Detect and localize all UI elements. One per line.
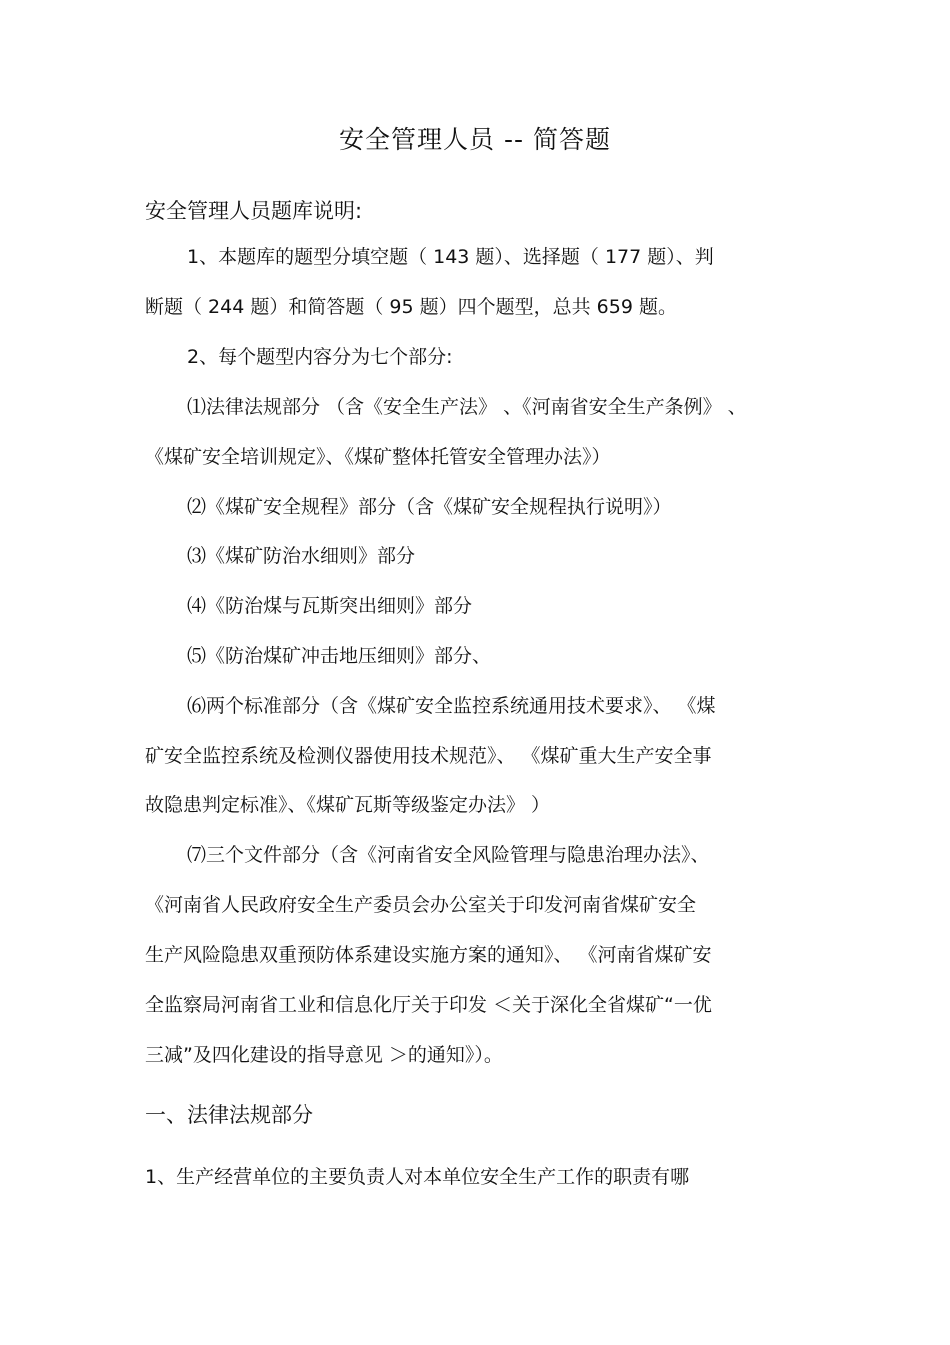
- paragraph-line: ⑹两个标准部分（含《煤矿安全监控系统通用技术要求》、 《煤: [187, 695, 716, 717]
- page-title: 安全管理人员 -- 简答题: [339, 125, 611, 154]
- paragraph-line: ⑷《防治煤与瓦斯突出细则》部分: [187, 595, 473, 617]
- paragraph-line: 2、每个题型内容分为七个部分:: [187, 346, 453, 368]
- paragraph-line: 断题（ 244 题）和简答题（ 95 题）四个题型，总共 659 题。: [145, 296, 677, 318]
- paragraph-line: 《煤矿安全培训规定》、《煤矿整体托管安全管理办法》）: [145, 446, 611, 468]
- paragraph-line: 全监察局河南省工业和信息化厅关于印发 ＜关于深化全省煤矿“一优: [145, 994, 712, 1016]
- paragraph-line: 《河南省人民政府安全生产委员会办公室关于印发河南省煤矿安全: [145, 894, 697, 916]
- paragraph-line: 生产风险隐患双重预防体系建设实施方案的通知》、 《河南省煤矿安: [145, 944, 712, 966]
- section-heading: 一、法律法规部分: [145, 1103, 313, 1127]
- intro-heading: 安全管理人员题库说明:: [145, 199, 363, 223]
- paragraph-line: ⑸《防治煤矿冲击地压细则》部分、: [187, 645, 492, 667]
- paragraph-line: ⑵《煤矿安全规程》部分（含《煤矿安全规程执行说明》）: [187, 496, 672, 518]
- paragraph-line: 矿安全监控系统及检测仪器使用技术规范》、 《煤矿重大生产安全事: [145, 745, 712, 767]
- paragraph-line: ⑺三个文件部分（含《河南省安全风险管理与隐患治理办法》、: [187, 844, 710, 866]
- paragraph-line: 故隐患判定标准》、《煤矿瓦斯等级鉴定办法》 ）: [145, 794, 551, 816]
- paragraph-line: ⑴法律法规部分 （含《安全生产法》 、《河南省安全生产条例》 、: [187, 396, 747, 418]
- paragraph-line: ⑶《煤矿防治水细则》部分: [187, 545, 416, 567]
- paragraph-line: 1、本题库的题型分填空题（ 143 题）、选择题（ 177 题）、判: [187, 246, 714, 268]
- question-text: 1、生产经营单位的主要负责人对本单位安全生产工作的职责有哪: [145, 1166, 690, 1188]
- paragraph-line: 三减”及四化建设的指导意见 ＞的通知》）。: [145, 1044, 503, 1066]
